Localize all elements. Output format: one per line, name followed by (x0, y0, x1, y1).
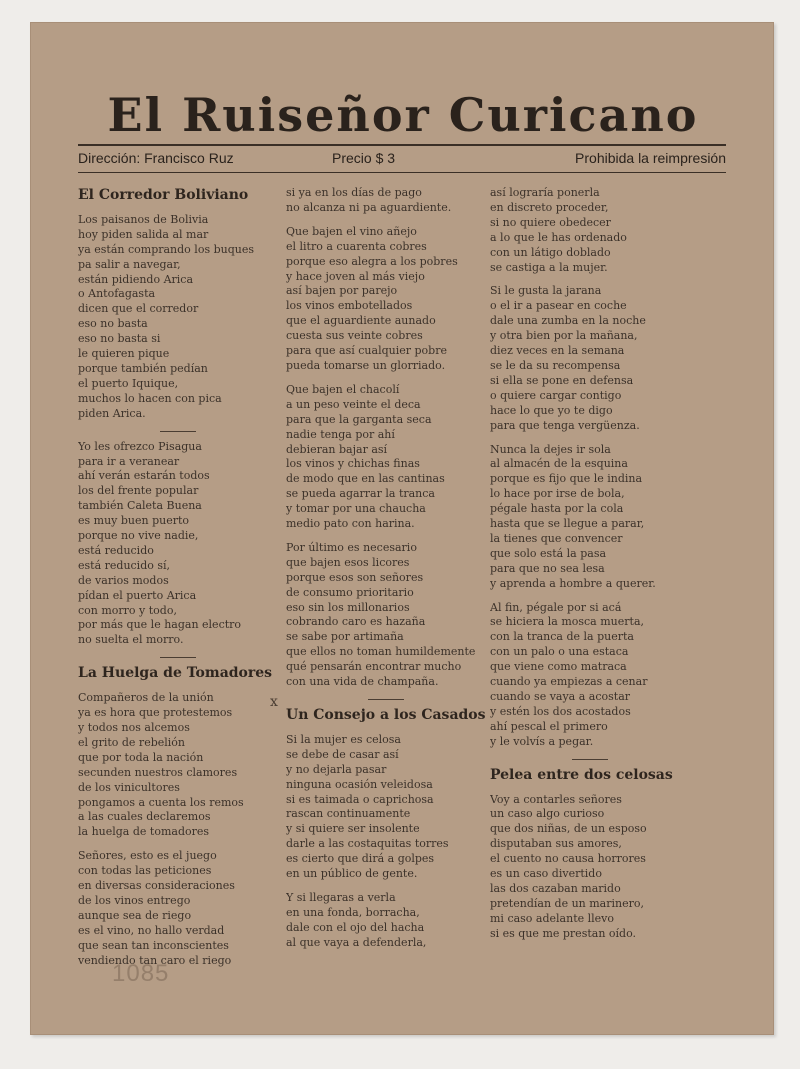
verse-line: que sean tan inconscientes (78, 938, 229, 952)
verse-line: que solo está la pasa (490, 546, 607, 560)
newspaper-sheet (30, 22, 774, 1035)
verse-line: de varios modos (78, 573, 169, 587)
verse-line: se debe de casar así (286, 747, 399, 761)
stanza (286, 541, 486, 690)
verse-line: la huelga de tomadores (78, 825, 210, 839)
precio-text: Precio $ 3 (332, 150, 396, 166)
verse-line: cuesta sus veinte cobres (286, 329, 423, 343)
verse-line: el grito de rebelión (78, 735, 185, 749)
verse-line: que ellos no toman humildemente (286, 645, 476, 659)
column-1 (78, 180, 278, 978)
verse-line: los vinos embotellados (286, 299, 413, 313)
verse-line: y aprenda a hombre a querer. (490, 576, 656, 590)
verse-line: con un látigo doblado (490, 245, 611, 259)
verse-line: pa salir a navegar, (78, 257, 181, 271)
verse-line: a lo que le has ordenado (490, 230, 627, 244)
article-title-corredor: El Corredor Boliviano (78, 187, 249, 203)
verse-line: eso no basta (78, 317, 148, 331)
verse-line: con la tranca de la puerta (490, 630, 634, 644)
prohibida-text: Prohibida la reimpresión (575, 150, 726, 166)
verse-line: ya están comprando los buques (78, 242, 254, 256)
verse-line: de modo que en las cantinas (286, 472, 445, 486)
verse-line: en diversas consideraciones (78, 879, 235, 893)
verse-line: Nunca la dejes ir sola (490, 442, 611, 456)
verse-line: con todas las peticiones (78, 864, 212, 878)
verse-line: ahí verán estarán todos (78, 469, 210, 483)
verse-line: si ya en los días de pago (286, 186, 422, 199)
article-title-huelga: La Huelga de Tomadores (78, 665, 273, 682)
direccion-text: Dirección: Francisco Ruz (78, 150, 234, 166)
verse-line: Que bajen el chacolí (286, 382, 400, 396)
verse-line: cobrando caro es hazaña (286, 615, 426, 629)
verse-line: al que vaya a defenderla, (286, 935, 427, 949)
verse-line: y le volvís a pegar. (490, 734, 594, 748)
stanza (286, 383, 486, 532)
stanza (78, 213, 278, 422)
verse-line: que viene como matraca (490, 660, 627, 674)
verse-line: de los vinicultores (78, 780, 180, 794)
verse-line: darle a las costaquitas torres (286, 837, 449, 851)
verse-line: a un peso veinte el deca (286, 397, 421, 411)
stanza (78, 849, 278, 968)
verse-line: Por último es necesario (286, 540, 417, 554)
verse-line: está reducido (78, 543, 154, 557)
verse-line: mi caso adelante llevo (490, 911, 615, 925)
verse-line: y si quiere ser insolente (286, 822, 420, 836)
verse-line: diez veces en la semana (490, 344, 625, 358)
verse-line: Si la mujer es celosa (286, 732, 401, 746)
verse-line: o Antofagasta (78, 287, 156, 301)
verse-line: eso sin los millonarios (286, 600, 410, 614)
verse-line: se hiciera la mosca muerta, (490, 615, 644, 629)
verse-line: por más que le hagan electro (78, 618, 242, 632)
verse-line: se pueda agarrar la tranca (286, 487, 435, 501)
verse-line: qué pensarán encontrar mucho (286, 660, 462, 674)
verse-line: está reducido sí, (78, 558, 171, 572)
verse-line: o quiere cargar contigo (490, 388, 622, 402)
verse-line: porque eso alegra a los pobres (286, 254, 458, 268)
masthead-subline (78, 148, 726, 170)
verse-line: es un caso divertido (490, 867, 602, 881)
verse-line: que dos niñas, de un esposo (490, 822, 647, 836)
verse-line: Si le gusta la jarana (490, 284, 602, 298)
section-divider (368, 699, 404, 700)
verse-line: Y si llegaras a verla (286, 890, 396, 904)
verse-line: la tienes que convencer (490, 531, 623, 545)
verse-line: cuando se vaya a acostar (490, 690, 631, 703)
stanza (286, 891, 486, 951)
verse-line: le quieren pique (78, 347, 170, 361)
masthead-rule-bottom (78, 172, 726, 173)
verse-line: eso no basta si (78, 332, 161, 346)
verse-line: cuando ya empiezas a cenar (490, 675, 648, 689)
verse-line: así lograría ponerla (490, 186, 600, 199)
stanza (490, 186, 690, 275)
stanza (286, 186, 486, 216)
verse-line: secunden nuestros clamores (78, 765, 238, 779)
verse-line: con morro y todo, (78, 603, 177, 617)
verse-line: pídan el puerto Arica (78, 588, 197, 602)
verse-line: si no quiere obedecer (490, 215, 611, 229)
verse-line: para que no sea lesa (490, 561, 605, 575)
verse-line: es el vino, no hallo verdad (78, 923, 225, 937)
verse-line: porque esos son señores (286, 570, 424, 584)
verse-line: que por toda la nación (78, 750, 204, 764)
verse-line: pongamos a cuenta los remos (78, 795, 244, 809)
verse-line: dale con el ojo del hacha (286, 920, 425, 934)
verse-line: si ella se pone en defensa (490, 373, 634, 387)
verse-line: Señores, esto es el juego (78, 849, 217, 863)
verse-line: vendiendo tan caro el riego (78, 953, 232, 967)
verse-line: no suelta el morro. (78, 633, 184, 647)
verse-line: para ir a veranear (78, 454, 180, 468)
stanza (490, 793, 690, 942)
verse-line: o el ir a pasear en coche (490, 299, 627, 313)
stanza (78, 440, 278, 649)
verse-line: dicen que el corredor (78, 302, 199, 316)
verse-line: pueda tomarse un glorriado. (286, 358, 446, 372)
verse-line: lo hace por irse de bola, (490, 487, 625, 501)
stanza (286, 733, 486, 882)
verse-line: un caso algo curioso (490, 807, 605, 821)
section-divider (160, 657, 196, 658)
verse-line: con un palo o una estaca (490, 645, 629, 659)
verse-line: hace lo que yo te digo (490, 403, 613, 417)
stanza (490, 601, 690, 750)
verse-line: las dos cazaban marido (490, 881, 621, 895)
verse-line: en un público de gente. (286, 867, 418, 881)
verse-line: Al fin, pégale por si acá (490, 600, 622, 614)
column-2 (286, 186, 486, 960)
verse-line: ya es hora que protestemos (78, 706, 233, 720)
verse-line: Los paisanos de Bolivia (78, 212, 209, 226)
verse-line: si es que me prestan oído. (490, 926, 637, 940)
verse-line: y todos nos alcemos (78, 721, 190, 734)
verse-line: que el aguardiente aunado (286, 314, 436, 328)
stanza (78, 691, 278, 840)
verse-line: piden Arica. (78, 406, 146, 420)
verse-line: para que la garganta seca (286, 412, 432, 426)
column-3 (490, 186, 690, 951)
verse-line: Compañeros de la unión (78, 691, 214, 705)
verse-line: de los vinos entrego (78, 893, 191, 907)
verse-line: ninguna ocasión veleidosa (286, 777, 433, 791)
verse-line: y estén los dos acostados (490, 704, 631, 718)
verse-line: es muy buen puerto (78, 514, 190, 528)
verse-line: disputaban sus amores, (490, 837, 622, 851)
verse-line: si es taimada o caprichosa (286, 792, 434, 806)
section-divider (572, 759, 608, 760)
verse-line: pretendían de un marinero, (490, 896, 644, 910)
verse-line: se le da su recompensa (490, 358, 621, 372)
verse-line: Voy a contarles señores (490, 792, 622, 806)
verse-line: en una fonda, borracha, (286, 905, 420, 919)
stanza (490, 284, 690, 433)
verse-line: y tomar por una chaucha (286, 502, 426, 516)
verse-line: están pidiendo Arica (78, 272, 194, 286)
verse-line: dale una zumba en la noche (490, 314, 646, 328)
verse-line: así bajen por parejo (286, 284, 398, 298)
verse-line: hasta que se llegue a parar, (490, 517, 645, 531)
verse-line: Que bajen el vino añejo (286, 224, 417, 238)
verse-line: Yo les ofrezco Pisagua (78, 439, 202, 453)
verse-line: el puerto Iquique, (78, 376, 179, 390)
verse-line: nadie tenga por ahí (286, 427, 395, 441)
verse-line: ahí pescal el primero (490, 719, 608, 733)
stanza (286, 225, 486, 374)
verse-line: para que así cualquier pobre (286, 344, 447, 358)
verse-line: también Caleta Buena (78, 499, 202, 513)
verse-line: el cuento no causa horrores (490, 852, 646, 866)
verse-line: a las cuales declaremos (78, 810, 211, 824)
section-divider (160, 431, 196, 432)
verse-line: rascan continuamente (286, 807, 411, 821)
verse-line: los vinos y chichas finas (286, 457, 420, 471)
verse-line: muchos lo hacen con pica (78, 391, 222, 405)
masthead-rule-top (78, 144, 726, 146)
archive-stamp-number: 1085 (112, 960, 170, 987)
verse-line: para que tenga vergüenza. (490, 418, 640, 432)
verse-line: medio pato con harina. (286, 517, 415, 531)
pencil-mark: x (270, 694, 278, 710)
verse-line: es cierto que dirá a golpes (286, 852, 435, 866)
verse-line: y otra bien por la mañana, (490, 329, 638, 343)
verse-line: porque no vive nadie, (78, 529, 199, 543)
verse-line: los del frente popular (78, 484, 199, 498)
verse-line: porque es fijo que le indina (490, 472, 643, 486)
stanza (490, 443, 690, 592)
verse-line: hoy piden salida al mar (78, 227, 209, 241)
verse-line: se castiga a la mujer. (490, 260, 608, 274)
article-title-pelea: Pelea entre dos celosas (490, 766, 673, 783)
verse-line: el litro a cuarenta cobres (286, 239, 427, 253)
verse-line: pégale hasta por la cola (490, 502, 624, 516)
article-title-consejo: Un Consejo a los Casados (286, 707, 486, 723)
verse-line: aunque sea de riego (78, 908, 192, 922)
verse-line: al almacén de la esquina (490, 457, 628, 471)
verse-line: se sabe por artimaña (286, 630, 404, 644)
verse-line: no alcanza ni pa aguardiente. (286, 200, 452, 214)
verse-line: y no dejarla pasar (286, 762, 387, 776)
verse-line: con una vida de champaña. (286, 675, 439, 689)
verse-line: que bajen esos licores (286, 555, 410, 569)
verse-line: debieran bajar así (286, 442, 388, 456)
verse-line: de consumo prioritario (286, 585, 414, 599)
verse-line: porque también pedían (78, 361, 208, 375)
verse-line: en discreto proceder, (490, 200, 609, 214)
masthead-title: El Ruiseñor Curicano (107, 88, 699, 142)
verse-line: y hace joven al más viejo (286, 269, 425, 283)
